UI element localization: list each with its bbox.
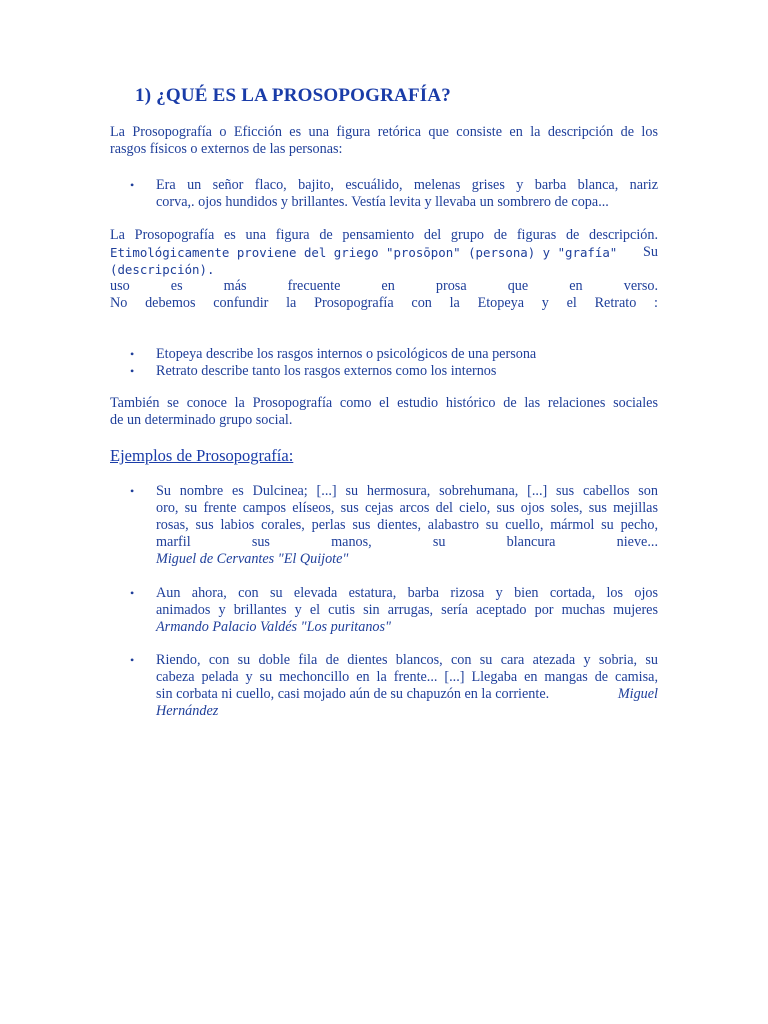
etymology-text: Etimológicamente proviene del griego "prosōpon" (persona) y "grafía" (descripción). (110, 245, 618, 277)
bullet-icon: • (130, 347, 135, 361)
example-3-citation-end: Hernández (156, 703, 219, 719)
example-1-citation: Miguel de Cervantes "El Quijote" (156, 551, 349, 567)
example-3-line-2: cabeza pelada y su mechoncillo en la frente... [...] Llegaba en mangas de camisa, (156, 669, 658, 685)
history-line-1: También se conoce la Prosopografía como el estudio histórico de las relaciones sociales (110, 395, 658, 411)
example-3-line-3-text: sin corbata ni cuello, casi mojado aún de su chapuzón en la corriente. (156, 686, 550, 702)
distinction-etopeya: Etopeya describe los rasgos internos o psicológicos de una persona (156, 346, 537, 362)
bullet-icon: • (130, 178, 135, 192)
definition-paragraph (110, 227, 658, 295)
bullet-icon: • (130, 484, 135, 498)
definition-line-1: La Prosopografía es una figura de pensamiento del grupo de figuras de descripción. (110, 227, 658, 243)
examples-list-2 (110, 585, 658, 636)
definition-line-2 (110, 244, 658, 278)
page-title: 1) ¿QUÉ ES LA PROSOPOGRAFÍA? (135, 85, 451, 106)
example-line-2: corva,. ojos hundidos y brillantes. Vestía levita y llevaba un sombrero de copa... (156, 194, 609, 210)
definition-line-2-end: Su (643, 244, 658, 260)
example-3-citation-start: Miguel (617, 686, 658, 702)
bullet-icon: • (130, 586, 135, 600)
description-example-list (110, 177, 658, 211)
example-1-line-4: marfil sus manos, su blancura nieve... (156, 534, 658, 550)
list-item (110, 177, 658, 211)
example-2-line-2: animados y brillantes y el cutis sin arrugas, sería aceptado por muchas mujeres (156, 602, 658, 618)
example-2-citation: Armando Palacio Valdés "Los puritanos" (156, 619, 391, 635)
example-3-line-1: Riendo, con su doble fila de dientes blancos, con su cara atezada y sobria, su (156, 652, 658, 668)
example-line-1: Era un señor flaco, bajito, escuálido, melenas grises y barba blanca, nariz (156, 177, 658, 193)
list-item (110, 483, 658, 568)
list-item (110, 652, 658, 720)
list-item (110, 585, 658, 636)
distinction-retrato: Retrato describe tanto los rasgos externos como los internos (156, 363, 497, 379)
example-3-line-3 (156, 686, 658, 703)
intro-line-1: La Prosopografía o Eficción es una figura retórica que consiste en la descripción de los (110, 124, 658, 140)
definition-line-3: uso es más frecuente en prosa que en verso. (110, 278, 658, 294)
intro-paragraph (110, 124, 658, 158)
confusion-paragraph: No debemos confundir la Prosopografía con la Etopeya y el Retrato : (110, 295, 658, 311)
bullet-icon: • (130, 653, 135, 667)
distinctions-list (110, 346, 658, 380)
examples-list-3 (110, 652, 658, 720)
list-item (110, 346, 658, 363)
examples-heading: Ejemplos de Prosopografía: (110, 446, 294, 465)
intro-line-2: rasgos físicos o externos de las personas: (110, 141, 343, 157)
example-1-line-1: Su nombre es Dulcinea; [...] su hermosura, sobrehumana, [...] sus cabellos son (156, 483, 658, 499)
example-2-line-1: Aun ahora, con su elevada estatura, barba rizosa y bien cortada, los ojos (156, 585, 658, 601)
bullet-icon: • (130, 364, 135, 378)
example-1-line-2: oro, su frente campos elíseos, sus cejas arcos del cielo, sus ojos soles, sus mejillas (156, 500, 658, 516)
history-line-2: de un determinado grupo social. (110, 412, 293, 428)
example-1-line-3: rosas, sus labios corales, perlas sus dientes, alabastro su cuello, mármol su pecho, (156, 517, 658, 533)
examples-list (110, 483, 658, 568)
history-paragraph (110, 395, 658, 429)
list-item (110, 363, 658, 380)
